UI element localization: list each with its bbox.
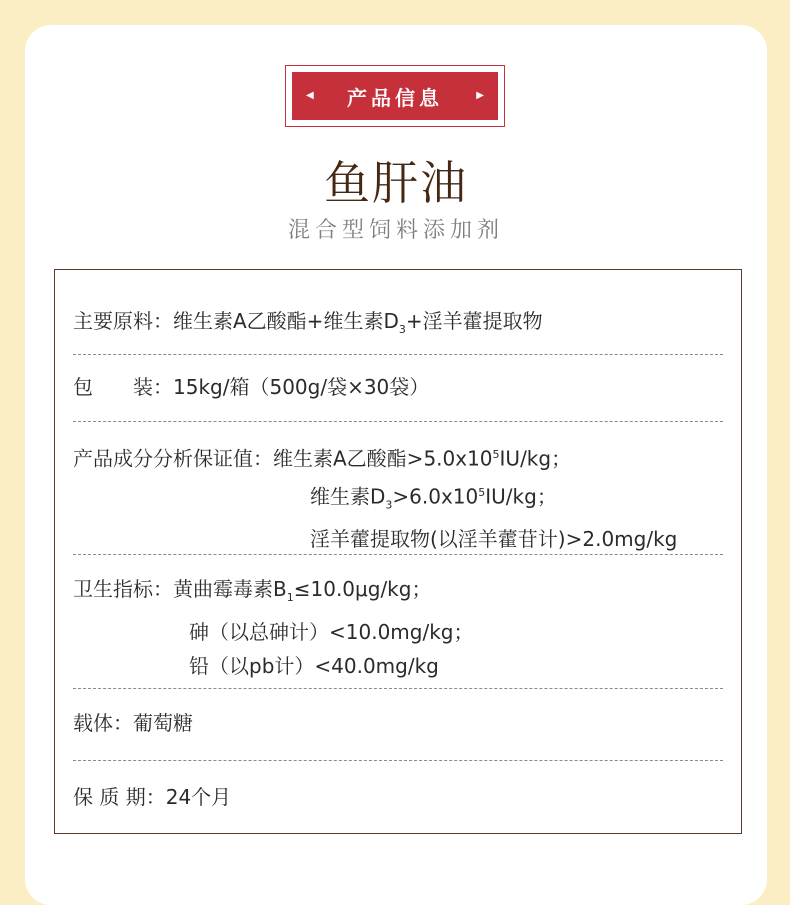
analysis-line2-value: >6.0x10 — [392, 484, 479, 509]
section-badge-label: 产品信息 — [347, 85, 443, 110]
ingredients-value-part1: 维生素A乙酸酯+维生素D — [173, 309, 399, 333]
info-table — [54, 269, 742, 834]
divider — [73, 421, 723, 422]
hygiene-line-3: 铅（以pb计）<40.0mg/kg — [189, 654, 439, 678]
packaging-value: 15kg/箱（500g/袋×30袋） — [173, 375, 430, 399]
carrier-label: 载体： — [73, 711, 133, 735]
section-badge-fill — [292, 72, 498, 120]
analysis-label: 产品成分分析保证值： — [73, 446, 273, 471]
hygiene-line-2: 砷（以总砷计）<10.0mg/kg； — [189, 620, 474, 644]
hygiene-line1-text: 黄曲霉毒素B — [173, 577, 287, 601]
hygiene-line1-sub: 1 — [286, 591, 294, 604]
hygiene-label: 卫生指标： — [73, 577, 173, 601]
hygiene-line-1 — [73, 572, 723, 615]
divider — [73, 688, 723, 689]
packaging-row — [73, 370, 723, 404]
shelf-life-label: 保 质 期： — [73, 785, 166, 809]
divider — [73, 760, 723, 761]
analysis-line2-text: 维生素D — [310, 484, 386, 509]
ingredients-row — [73, 304, 723, 347]
analysis-line1-text: 维生素A乙酸酯>5.0x10 — [273, 446, 493, 471]
hygiene-line1-value: ≤10.0μg/kg； — [293, 577, 432, 601]
analysis-row — [73, 438, 723, 556]
analysis-line-3: 淫羊藿提取物(以淫羊藿苷计)>2.0mg/kg — [310, 527, 678, 552]
divider — [73, 554, 723, 555]
analysis-line2-sub: 3 — [385, 498, 393, 512]
product-category: 混合型饲料添加剂 — [287, 218, 504, 243]
ingredients-value-sub: 3 — [398, 323, 406, 336]
carrier-value: 葡萄糖 — [133, 711, 193, 735]
ingredients-value-part2: +淫羊藿提取物 — [405, 309, 543, 333]
product-name: 鱼肝油 — [324, 156, 468, 210]
packaging-label: 包 装： — [73, 375, 173, 399]
product-info-card — [25, 25, 767, 905]
analysis-line-2 — [73, 476, 723, 523]
analysis-line1-unit: IU/kg； — [499, 446, 572, 471]
divider — [73, 354, 723, 355]
shelf-life-value: 24个月 — [165, 785, 232, 809]
ingredients-label: 主要原料： — [73, 309, 173, 333]
analysis-line1-sup: 5 — [492, 448, 500, 461]
analysis-line-1 — [73, 438, 723, 476]
section-badge — [285, 65, 505, 127]
hygiene-row — [73, 572, 723, 683]
left-arrow-icon: ◀ — [306, 90, 314, 101]
shelf-life-row — [73, 780, 723, 814]
right-arrow-icon: ▶ — [476, 90, 484, 101]
analysis-line2-sup: 5 — [478, 485, 486, 499]
carrier-row — [73, 706, 723, 740]
analysis-line2-unit: IU/kg； — [485, 484, 557, 509]
